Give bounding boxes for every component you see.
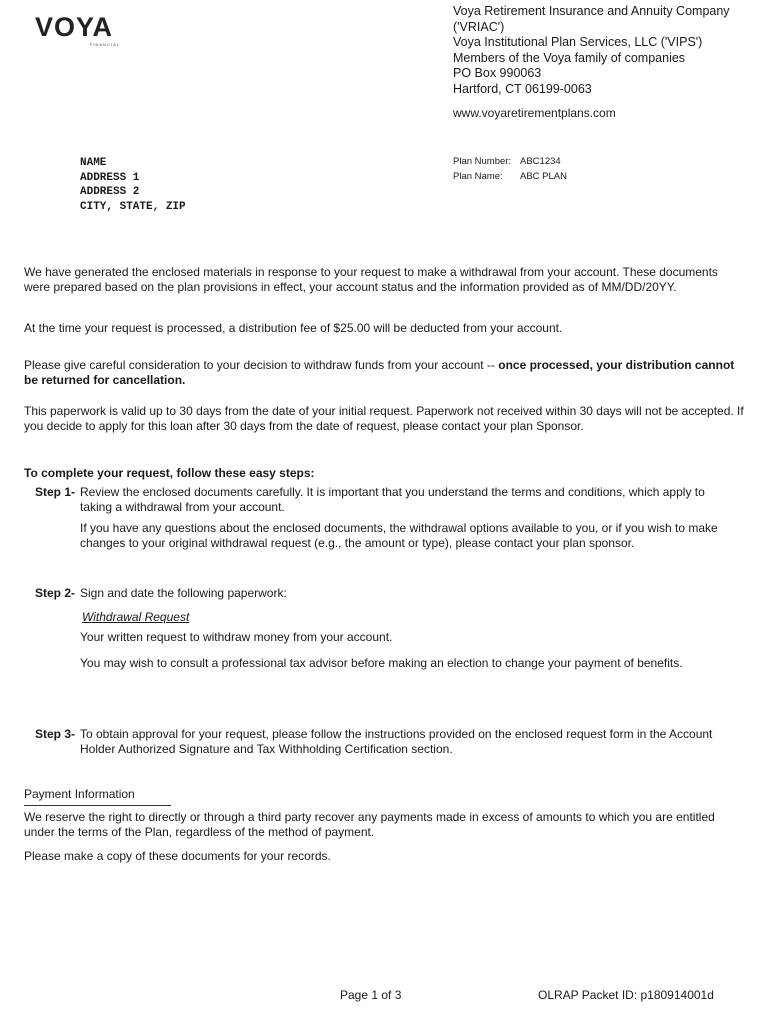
plan-name-label: Plan Name: xyxy=(453,171,503,182)
validity-paragraph: This paperwork is valid up to 30 days from the date of your initial request. Paperwork not received within 30 days will not be accepted. If you decide to apply for this loan after 30 days from the date of request, please contact your plan Sponsor. xyxy=(24,404,744,433)
company-line: Voya Retirement Insurance and Annuity Company xyxy=(453,4,730,18)
step-2-note: You may wish to consult a professional tax advisor before making an election to change your payment of benefits. xyxy=(80,656,683,670)
company-line: Members of the Voya family of companies xyxy=(453,50,686,65)
steps-heading: To complete your request, follow these easy steps: xyxy=(24,466,315,480)
recipient-address xyxy=(80,156,186,214)
company-line: ('VRIAC') xyxy=(453,19,505,34)
step-2-label: Step 2- xyxy=(35,586,76,600)
company-line: Voya Institutional Plan Services, LLC ('VIPS') xyxy=(453,35,703,49)
step-1-label: Step 1- xyxy=(35,485,76,499)
recipient-line: ADDRESS 2 xyxy=(80,186,140,198)
recipient-line: NAME xyxy=(80,157,107,169)
caution-bold-text: once processed, your distribution cannot be returned for cancellation. xyxy=(24,358,735,387)
company-line: Hartford, CT 06199-0063 xyxy=(453,81,592,96)
step-3-label: Step 3- xyxy=(35,727,76,741)
payment-text: We reserve the right to directly or through a third party recover any payments made in excess of amounts to which you are entitled under the terms of the Plan, regardless of the method of payment. xyxy=(24,810,715,839)
company-address-block xyxy=(453,4,730,97)
step-1-text-2: If you have any questions about the enclosed documents, the withdrawal options available to you, or if you wish to make changes to your original withdrawal request (e.g., the amount or type), please contact your plan sponsor. xyxy=(80,521,718,550)
step-2-document-wrap xyxy=(82,610,742,625)
packet-id: OLRAP Packet ID: p180914001d xyxy=(538,988,714,1002)
copy-reminder: Please make a copy of these documents for your records. xyxy=(24,849,331,863)
caution-paragraph xyxy=(24,358,744,387)
voya-logo xyxy=(35,12,120,47)
recipient-line: ADDRESS 1 xyxy=(80,171,140,184)
payment-heading: Payment Information xyxy=(24,787,135,801)
step-2-document-description: Your written request to withdraw money from your account. xyxy=(80,630,393,644)
logo-subtext: FINANCIAL xyxy=(90,42,120,47)
plan-number-label: Plan Number: xyxy=(453,156,512,167)
fee-paragraph: At the time your request is processed, a distribution fee of $25.00 will be deducted from your account. xyxy=(24,321,563,335)
plan-name-value: ABC PLAN xyxy=(520,171,567,182)
step-3-text: To obtain approval for your request, please follow the instructions provided on the enclosed request form in the Account Holder Authorized Signature and Tax Withholding Certification section. xyxy=(80,727,713,756)
logo-wordmark: VOYA xyxy=(35,12,114,42)
page-number: Page 1 of 3 xyxy=(340,988,402,1002)
company-website: www.voyaretirementplans.com xyxy=(453,106,616,120)
company-line: PO Box 990063 xyxy=(453,66,542,80)
plan-info xyxy=(453,154,567,184)
payment-heading-underline xyxy=(24,805,171,806)
plan-number-row xyxy=(453,154,567,169)
intro-paragraph: We have generated the enclosed materials in response to your request to make a withdrawal from your account. These documents were prepared based on the plan provisions in effect, your account status and the information provided as of MM/DD/20YY. xyxy=(24,265,718,294)
step-1-text: Review the enclosed documents carefully. It is important that you understand the terms and conditions, which apply to taking a withdrawal from your account. xyxy=(80,485,705,514)
plan-name-row xyxy=(453,169,567,184)
withdrawal-request-title: Withdrawal Request xyxy=(82,610,190,624)
plan-number-value: ABC1234 xyxy=(520,156,561,167)
recipient-line: CITY, STATE, ZIP xyxy=(80,200,186,213)
step-2-text: Sign and date the following paperwork: xyxy=(80,586,287,600)
caution-text: Please give careful consideration to your decision to withdraw funds from your account -- xyxy=(24,358,499,372)
